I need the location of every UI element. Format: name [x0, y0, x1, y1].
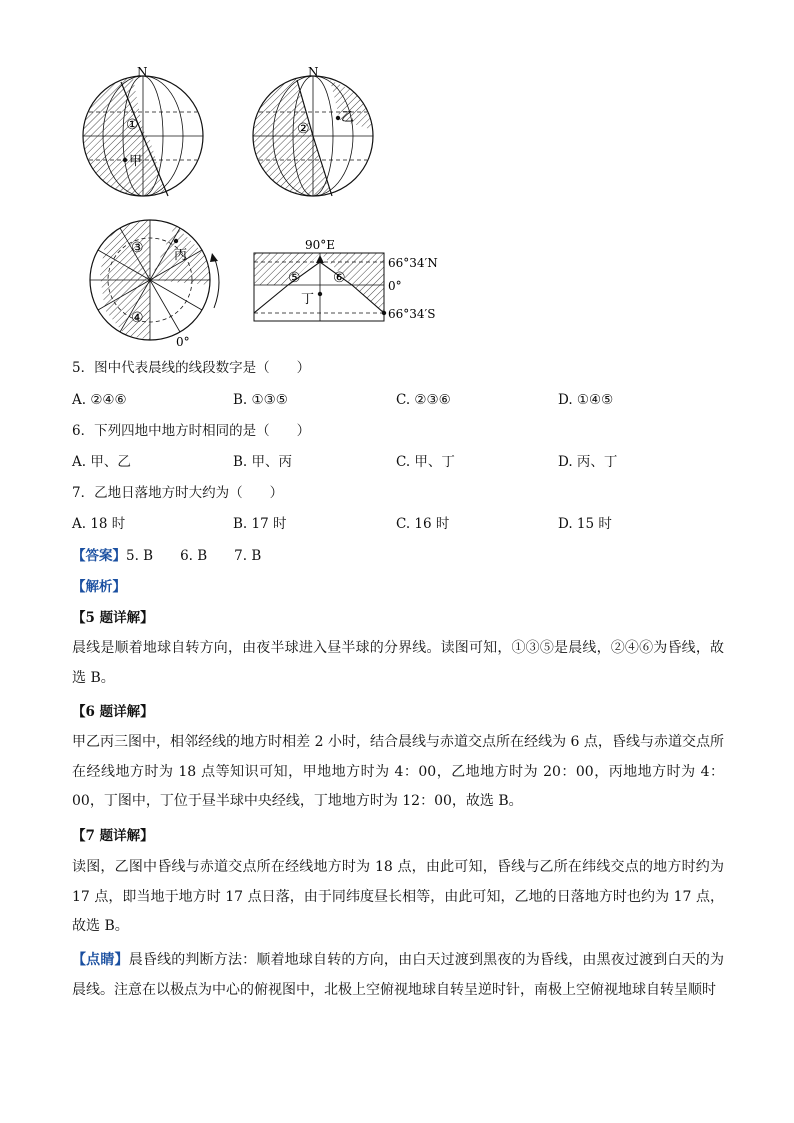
zero-meridian-label: 0°: [176, 335, 190, 349]
segment-label-2: ②: [297, 121, 310, 137]
question-6-stem: 6．下列四地中地方时相同的是（ ）: [72, 423, 311, 439]
point-label-bing: 丙: [174, 248, 188, 263]
q6-option-d[interactable]: D. 丙、丁: [558, 454, 618, 470]
q6-option-b[interactable]: B. 甲、丙: [233, 454, 293, 470]
latitude-label-south: 66°34′S: [388, 307, 436, 321]
q7-option-c[interactable]: C. 16 时: [396, 516, 450, 532]
polar-view-bing: [90, 220, 219, 340]
segment-label-4: ④: [131, 310, 144, 326]
q7-option-a[interactable]: A. 18 时: [72, 516, 126, 532]
sunlight-figures: [0, 0, 794, 349]
question-5-stem: 5．图中代表晨线的线段数字是（ ）: [72, 360, 311, 376]
answer-line: [72, 546, 261, 566]
rect-map-ding: [254, 253, 386, 321]
q6-detail-text: 甲乙丙三图中，相邻经线的地方时相差 2 小时，结合晨线与赤道交点所在经线为 6 点，昏线与赤道交点所在经线地方时为 18 点等知识可知，甲地地方时为 4：00，乙地地方时为 20：00，丙地地方时为 4：00，丁图中，丁位于昼半球中央经线，丁地地方时为 12：00，故选 B。: [72, 734, 724, 809]
globe-yi: [253, 70, 373, 200]
analysis-tag: 【解析】: [72, 579, 126, 595]
answer-text: 5. B 6. B 7. B: [126, 548, 262, 564]
point-label-yi: 乙: [341, 110, 355, 125]
q6-option-c[interactable]: C. 甲、丁: [396, 454, 455, 470]
q6-option-a[interactable]: A. 甲、乙: [72, 454, 131, 470]
tip-paragraph: [72, 946, 724, 1005]
segment-label-1: ①: [126, 117, 139, 133]
question-7-stem: 7．乙地日落地方时大约为（ ）: [72, 485, 284, 501]
tip-tag: 【点睛】: [72, 952, 129, 968]
segment-label-5: ⑤: [288, 270, 301, 286]
globe-jia: [70, 70, 203, 200]
segment-label-6: ⑥: [333, 270, 346, 286]
point-label-ding: 丁: [301, 292, 315, 307]
q5-detail-tag: 【5 题详解】: [72, 610, 154, 626]
latitude-label-north: 66°34′N: [388, 256, 438, 270]
north-label-1: N: [137, 65, 148, 79]
q6-detail-tag: 【6 题详解】: [72, 704, 154, 720]
tip-text: 晨昏线的判断方法：顺着地球自转的方向，由白天过渡到黑夜的为昏线，由黑夜过渡到白天的为晨线。注意在以极点为中心的俯视图中，北极上空俯视地球自转呈逆时针，南极上空俯视地球自转呈顺时: [72, 952, 725, 998]
segment-label-3: ③: [131, 240, 144, 256]
q5-option-c[interactable]: C. ②③⑥: [396, 392, 451, 408]
latitude-label-equator: 0°: [388, 279, 402, 293]
q5-option-b[interactable]: B. ①③⑤: [233, 392, 288, 408]
q5-option-d[interactable]: D. ①④⑤: [558, 392, 614, 408]
q7-detail-tag: 【7 题详解】: [72, 828, 154, 844]
longitude-label-90e: 90°E: [305, 238, 336, 252]
q7-option-b[interactable]: B. 17 时: [233, 516, 287, 532]
q7-option-d[interactable]: D. 15 时: [558, 516, 612, 532]
north-label-2: N: [308, 65, 319, 79]
answer-tag: 【答案】: [72, 548, 126, 564]
q7-detail-text: 读图，乙图中昏线与赤道交点所在经线地方时为 18 点，由此可知，昏线与乙所在纬线交点的地方时约为 17 点，即当地于地方时 17 点日落，由于同纬度昼长相等，由此可知，乙地的日落地方时也约为 17 点，故选 B。: [72, 859, 724, 934]
q5-option-a[interactable]: A. ②④⑥: [72, 392, 127, 408]
point-label-jia: 甲: [129, 154, 143, 169]
q5-detail-text: 晨线是顺着地球自转方向，由夜半球进入昼半球的分界线。读图可知，①③⑤是晨线，②④⑥为昏线，故选 B。: [72, 640, 724, 686]
